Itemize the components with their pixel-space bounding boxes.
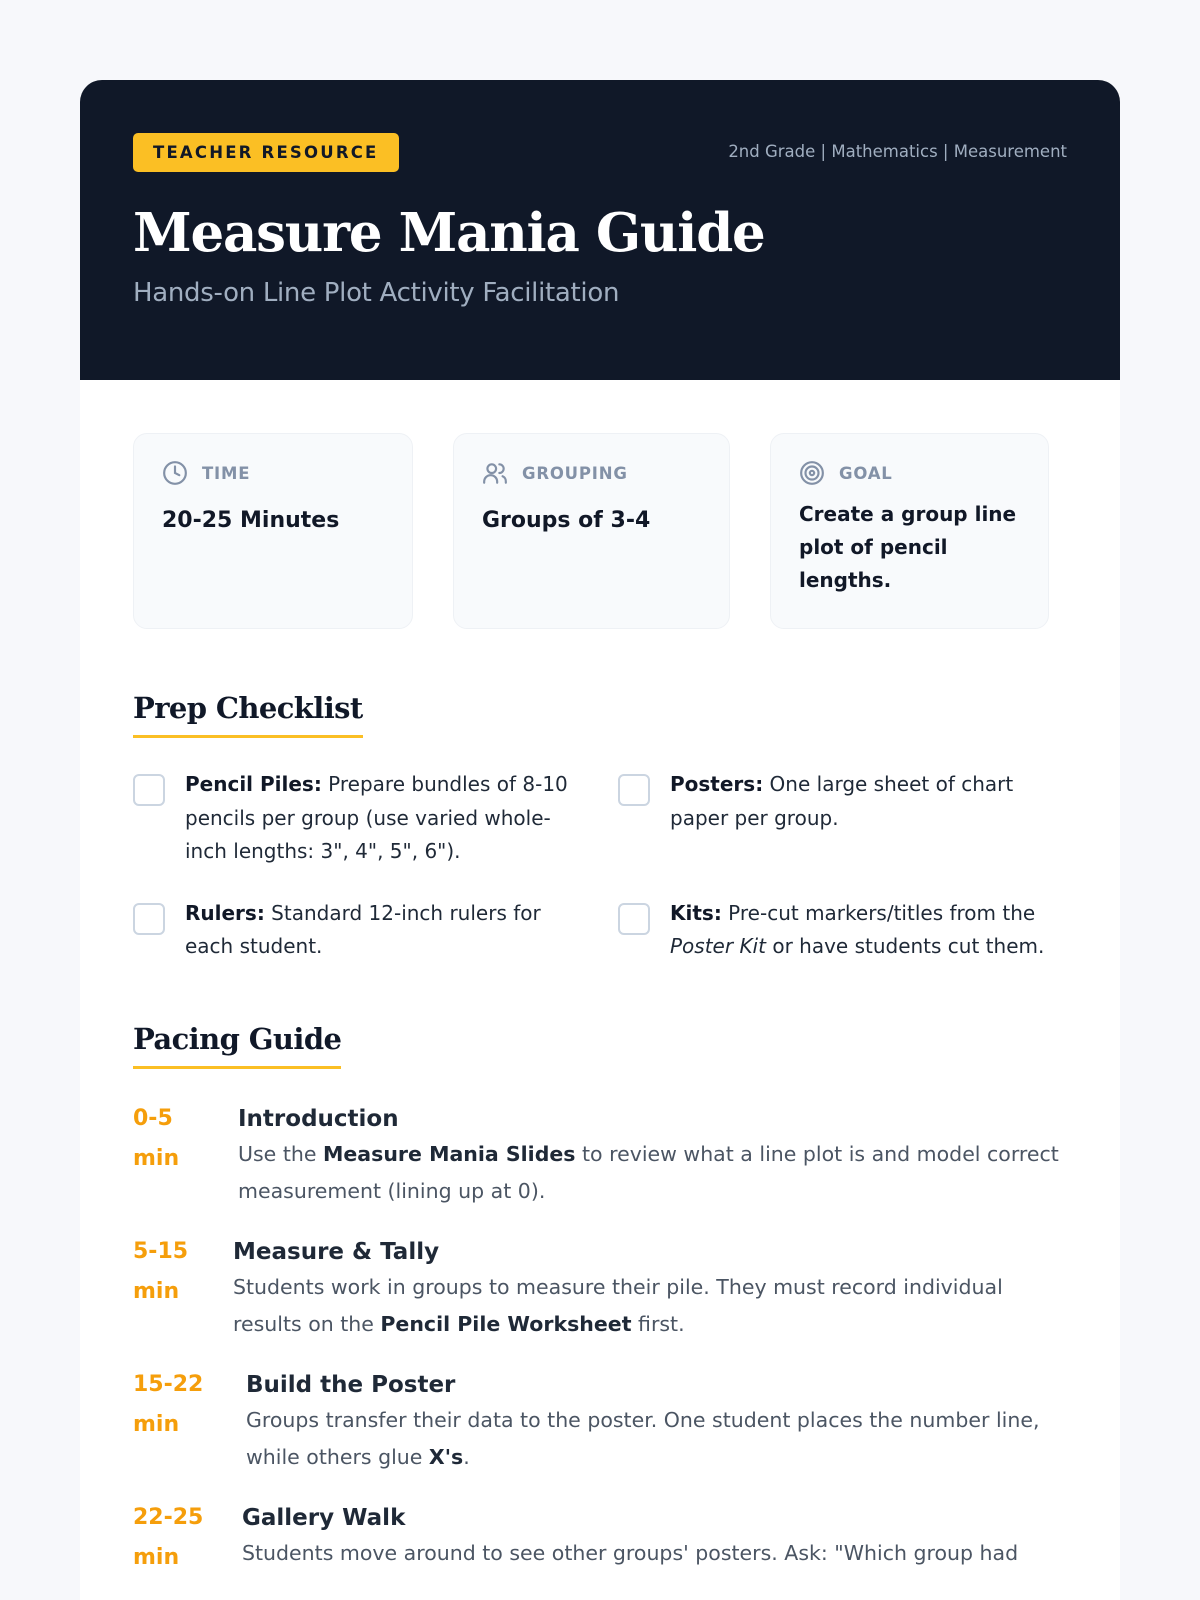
pace-title: Gallery Walk <box>242 1504 406 1531</box>
item-text: Pre-cut markers/titles from the <box>721 900 1036 925</box>
pace-time: 0-5 min <box>133 1105 180 1171</box>
item-italic: Poster Kit <box>670 934 766 958</box>
teacher-resource-badge: TEACHER RESOURCE <box>133 133 399 172</box>
prep-checklist-section <box>133 691 1067 964</box>
pace-desc: Groups transfer their data to the poster. One student places the number line, while others glue X's. <box>246 1407 1040 1469</box>
page-title: Measure Mania Guide <box>133 202 765 264</box>
checkbox[interactable] <box>133 774 165 806</box>
stat-value: Groups of 3-4 <box>482 508 651 533</box>
checklist-item <box>618 768 1067 869</box>
item-text: One large sheet of chart paper per group. <box>670 772 1014 830</box>
item-text: Prepare bundles of 8-10 pencils per group (use varied whole-inch lengths: 3", 4", 5", 6"). <box>185 772 568 863</box>
item-label: Kits: <box>670 900 722 925</box>
pace-desc: Students work in groups to measure their pile. They must record individual results on the Pencil Pile Worksheet first. <box>233 1274 1003 1336</box>
stat-value: 20-25 Minutes <box>162 508 340 533</box>
stat-card-goal <box>770 433 1049 629</box>
checkbox[interactable] <box>618 903 650 935</box>
checklist <box>133 768 1067 964</box>
section-title: Pacing Guide <box>133 1022 341 1069</box>
pace-time: 5-15 min <box>133 1238 189 1304</box>
pace-row <box>133 1498 1067 1578</box>
item-label: Posters: <box>670 772 764 796</box>
grade-subject-meta: 2nd Grade | Mathematics | Measurement <box>728 142 1067 161</box>
item-label: Rulers: <box>185 900 265 925</box>
pace-row <box>133 1099 1067 1210</box>
item-label: Pencil Piles: <box>185 772 322 796</box>
item-text: or have students cut them. <box>765 934 1045 958</box>
pace-list <box>133 1099 1067 1578</box>
pace-title: Measure & Tally <box>233 1238 440 1265</box>
pace-time: 22-25 min <box>133 1504 204 1570</box>
pacing-guide-section <box>133 1022 1067 1578</box>
guide-card <box>80 80 1120 1600</box>
checkbox[interactable] <box>618 774 650 806</box>
stat-value: Create a group line plot of pencil lengths. <box>799 502 1017 592</box>
clock-icon <box>162 460 188 486</box>
pace-time: 15-22 min <box>133 1371 204 1437</box>
checklist-item <box>133 897 582 964</box>
users-icon <box>482 460 508 486</box>
checkbox[interactable] <box>133 903 165 935</box>
stat-label: GROUPING <box>522 463 628 483</box>
content <box>80 380 1120 1578</box>
pace-row <box>133 1365 1067 1476</box>
pace-title: Build the Poster <box>246 1371 456 1398</box>
stats-row <box>133 433 1067 629</box>
pace-desc: Students move around to see other groups' posters. Ask: "Which group had <box>242 1540 1019 1565</box>
pace-title: Introduction <box>238 1105 399 1132</box>
pace-row <box>133 1232 1067 1343</box>
section-title: Prep Checklist <box>133 691 363 738</box>
checklist-item <box>133 768 582 869</box>
page-subtitle: Hands-on Line Plot Activity Facilitation <box>133 278 620 308</box>
header <box>80 80 1120 380</box>
stat-label: TIME <box>202 463 251 483</box>
stat-label: GOAL <box>839 463 893 483</box>
stat-card-time <box>133 433 413 629</box>
pace-desc: Use the Measure Mania Slides to review what a line plot is and model correct measurement (lining up at 0). <box>238 1141 1059 1203</box>
target-icon <box>799 460 825 486</box>
item-text: Standard 12-inch rulers for each student. <box>185 900 541 958</box>
checklist-item <box>618 897 1067 964</box>
stat-card-grouping <box>453 433 730 629</box>
